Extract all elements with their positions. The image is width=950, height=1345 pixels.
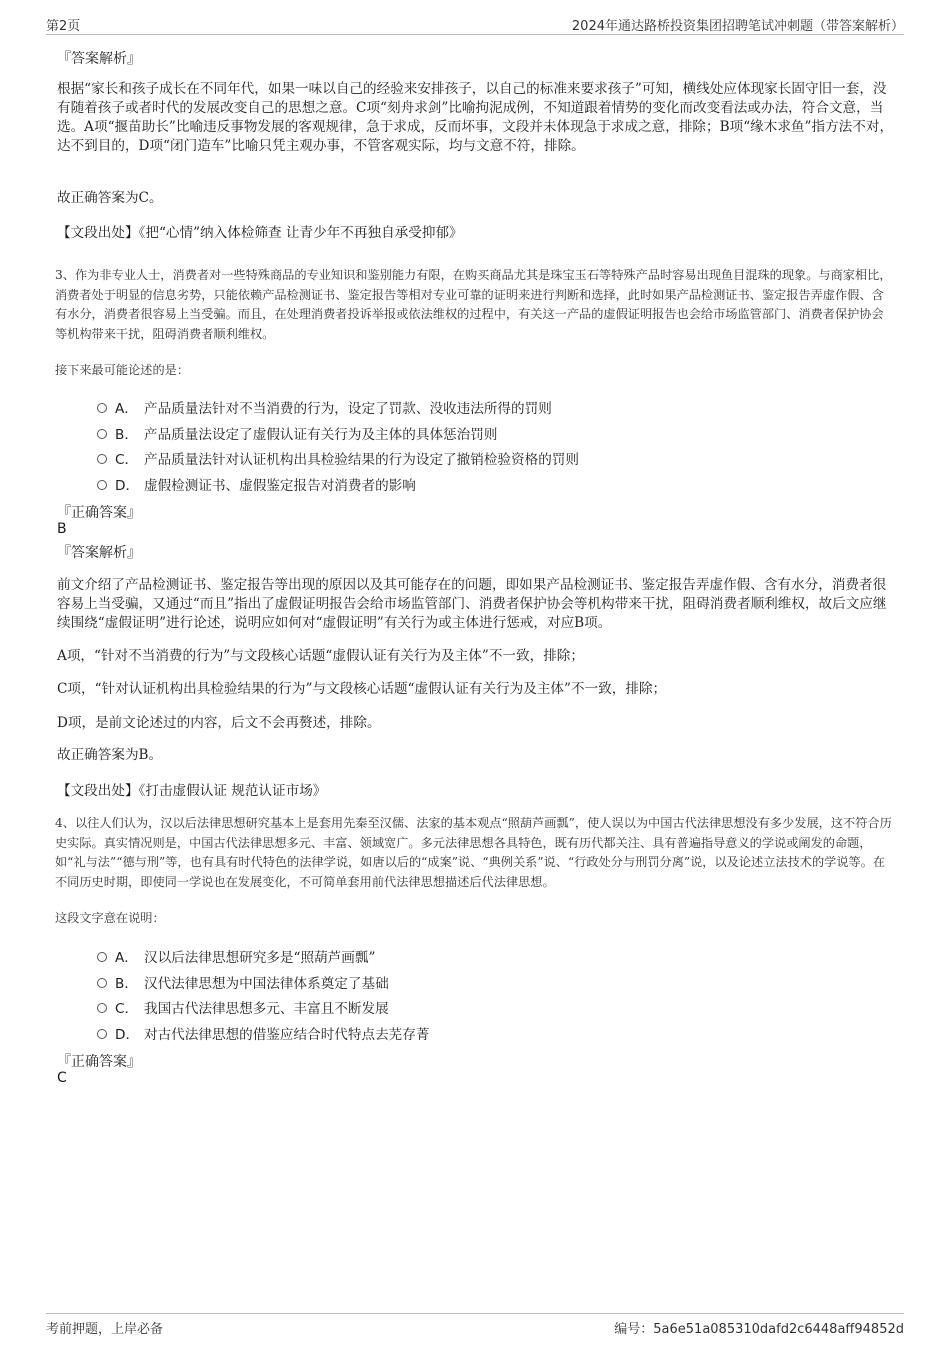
q4-option-a[interactable]: A． 汉以后法律思想研究多是“照葫芦画瓢” <box>97 946 877 972</box>
page-header <box>46 12 904 35</box>
footer-code: 编号：5a6e51a085310dafd2c6448aff94852d <box>614 1322 904 1337</box>
radio-icon[interactable] <box>97 978 107 988</box>
footer-slogan: 考前押题，上岸必备 <box>46 1322 164 1337</box>
radio-icon[interactable] <box>97 1003 107 1013</box>
q3-option-c[interactable]: C． 产品质量法针对认证机构出具检验结果的行为设定了撤销检验资格的罚则 <box>97 448 877 474</box>
page-footer <box>46 1313 904 1336</box>
q2-source: 【文段出处】《把“心情”纳入体检筛查 让青少年不再独自承受抑郁》 <box>57 225 463 241</box>
document-title: 2024年通达路桥投资集团招聘笔试冲刺题（带答案解析） <box>571 19 904 34</box>
q3-option-a[interactable]: A． 产品质量法针对不当消费的行为，设定了罚款、没收违法所得的罚则 <box>97 397 877 423</box>
radio-icon[interactable] <box>97 454 107 464</box>
page-number: 第2页 <box>46 19 81 34</box>
q3-ask: 接下来最可能论述的是： <box>55 363 190 377</box>
q3-conclusion: 故正确答案为B。 <box>57 747 163 763</box>
q4-answer-label: 『正确答案』 <box>57 1054 141 1070</box>
q4-option-d[interactable]: D． 对古代法律思想的借鉴应结合时代特点去芜存菁 <box>97 1023 877 1049</box>
q3-analysis-label: 『答案解析』 <box>57 545 141 561</box>
q4-option-b[interactable]: B． 汉代法律思想为中国法律体系奠定了基础 <box>97 972 877 998</box>
q3-source: 【文段出处】《打击虚假认证 规范认证市场》 <box>57 783 327 799</box>
q2-conclusion: 故正确答案为C。 <box>57 190 163 206</box>
q3-note-a: A项，“针对不当消费的行为”与文段核心话题“虚假认证有关行为及主体”不一致，排除； <box>57 648 584 664</box>
radio-icon[interactable] <box>97 952 107 962</box>
q3-question: 3、作为非专业人士，消费者对一些特殊商品的专业知识和鉴别能力有限，在购买商品尤其是珠宝玉石等特殊产品时容易出现鱼目混珠的现象。与商家相比，消费者处于明显的信息劣势，只能依赖产品检测证书、鉴定报告等相对专业可靠的证明来进行判断和选择，此时如果产品检测证书、鉴定报告弄虚作假、含有水分，消费者很容易上当受骗。而且，在处理消费者投诉举报或依法维权的过程中，有关这一产品的虚假证明报告也会给市场监管部门、消费者保护协会等机构带来干扰，阻碍消费者顺利维权。 <box>55 268 892 341</box>
q3-option-d[interactable]: D． 虚假检测证书、虚假鉴定报告对消费者的影响 <box>97 474 877 500</box>
q3-option-b[interactable]: B． 产品质量法设定了虚假认证有关行为及主体的具体惩治罚则 <box>97 423 877 449</box>
q3-note-c: C项，“针对认证机构出具检验结果的行为”与文段核心话题“虚假认证有关行为及主体”不一致，排除； <box>57 681 667 697</box>
q3-answer: B <box>57 521 67 537</box>
q2-analysis: 根据“家长和孩子成长在不同年代，如果一味以自己的经验来安排孩子，以自己的标准来要求孩子”可知，横线处应体现家长固守旧一套，没有随着孩子或者时代的发展改变自己的思想之意。C项“刻舟求剑”比喻拘泥成例，不知道跟着情势的变化而改变看法或办法，符合文意，当选。A项“揠苗助长”比喻违反事物发展的客观规律，急于求成，反而坏事，文段并未体现急于求成之意，排除；B项“缘木求鱼”指方法不对，达不到目的，D项“闭门造车”比喻只凭主观办事，不管客观实际，均与文意不符，排除。 <box>57 81 894 154</box>
q4-option-c[interactable]: C． 我国古代法律思想多元、丰富且不断发展 <box>97 997 877 1023</box>
radio-icon[interactable] <box>97 480 107 490</box>
q4-answer: C <box>57 1070 67 1086</box>
q4-options <box>97 946 877 1048</box>
q3-answer-label: 『正确答案』 <box>57 505 141 521</box>
radio-icon[interactable] <box>97 429 107 439</box>
q4-question: 4、以往人们认为，汉以后法律思想研究基本上是套用先秦至汉儒、法家的基本观点“照葫芦画瓢”，使人误以为中国古代法律思想没有多少发展，这不符合历史实际。真实情况则是，中国古代法律思想多元、丰富、领域宽广。多元法律思想各具特色，既有历代都关注、具有普遍指导意义的学说或阐发的命题，如“礼与法”“德与刑”等，也有具有时代特色的法律学说，如唐以后的“成案”说、“典例关系”说、“行政处分与刑罚分离”说，以及论述立法技术的学说等。在不同历史时期，即使同一学说也在发展变化，不可简单套用前代法律思想描述后代法律思想。 <box>55 816 892 889</box>
q3-analysis: 前文介绍了产品检测证书、鉴定报告等出现的原因以及其可能存在的问题，即如果产品检测证书、鉴定报告弄虚作假、含有水分，消费者很容易上当受骗，又通过“而且”指出了虚假证明报告会给市场监管部门、消费者保护协会等机构带来干扰，阻碍消费者顺利维权，故后文应继续围绕“虚假证明”进行论述，说明应如何对“虚假证明”有关行为或主体进行惩戒，对应B项。 <box>57 577 887 631</box>
radio-icon[interactable] <box>97 1029 107 1039</box>
q4-ask: 这段文字意在说明： <box>55 911 165 925</box>
q3-note-d: D项，是前文论述过的内容，后文不会再赘述，排除。 <box>57 715 381 731</box>
radio-icon[interactable] <box>97 403 107 413</box>
q2-analysis-label: 『答案解析』 <box>57 51 141 67</box>
q3-options <box>97 397 877 499</box>
